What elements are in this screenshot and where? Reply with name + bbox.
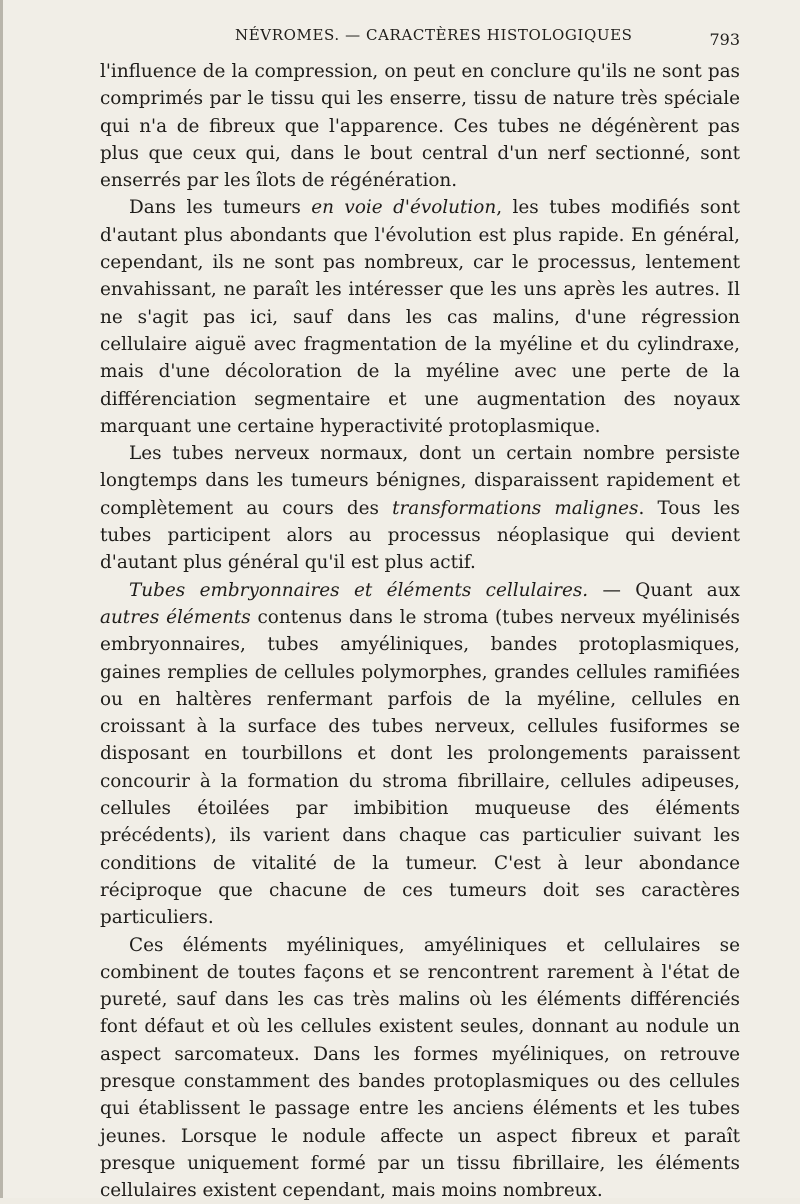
paragraph-4	[100, 577, 740, 932]
paragraph-2	[100, 194, 740, 440]
paragraph-1	[100, 58, 740, 194]
paragraph-2-italic: en voie d'évolution	[311, 197, 496, 218]
paragraph-3-text: Les tubes nerveux normaux, dont un certain nombre persiste longtemps dans les tumeurs bénignes, disparaissent rapidement et complètement au cours des	[100, 443, 740, 519]
paragraph-4-text-cont: contenus dans le stroma (tubes nerveux myélinisés embryonnaires, tubes amyéliniques, bandes protoplasmiques, gaines remplies de cellules polymorphes, grandes cellules ramifiées ou en haltères renfermant parfois de la myéline, cellules en croissant à la surface des tubes nerveux, cellules fusiformes se disposant en tourbillons et dont les prolongements paraissent concourir à la formation du stroma fibrillaire, cellules adipeuses, cellules étoilées par imbibition muqueuse des éléments précédents), ils varient dans chaque cas particulier suivant les conditions de vitalité de la tumeur. C'est à leur abondance réciproque que chacune de ces tumeurs doit ses caractères particuliers.	[100, 607, 740, 928]
running-title: NÉVROMES. — CARACTÈRES HISTOLOGIQUES	[235, 26, 633, 44]
paragraph-3	[100, 440, 740, 576]
paragraph-4-italic: autres éléments	[100, 607, 251, 628]
paragraph-3-italic: transformations malignes	[392, 498, 638, 519]
paragraph-2-text-cont: , les tubes modifiés sont d'autant plus abondants que l'évolution est plus rapide. En général, cependant, ils ne sont pas nombreux, car le processus, lentement envahissant, ne paraît les intéresser que les uns après les autres. Il ne s'agit pas ici, sauf dans les cas malins, d'une régression cellulaire aiguë avec fragmentation de la myéline et du cylindraxe, mais d'une décoloration de la myéline avec une perte de la différenciation segmentaire et une augmentation des noyaux marquant une certaine hyperactivité protoplasmique.	[100, 197, 740, 436]
section-heading: Tubes embryonnaires et éléments cellulaires.	[129, 580, 588, 601]
paragraph-3-text-cont: . Tous les tubes participent alors au processus néoplasique qui devient d'autant plus général qu'il est plus actif.	[100, 498, 740, 574]
paragraph-5-text: Ces éléments myéliniques, amyéliniques et cellulaires se combinent de toutes façons et se rencontrent rarement à l'état de pureté, sauf dans les cas très malins où les éléments différenciés font défaut et où les cellules existent seules, donnant au nodule un aspect sarcomateux. Dans les formes myéliniques, on retrouve presque constamment des bandes protoplasmiques ou des cellules qui établissent le passage entre les anciens éléments et les tubes jeunes. Lorsque le nodule affecte un aspect fibreux et paraît presque uniquement formé par un tissu fibrillaire, les éléments cellulaires existent cependant, mais moins nombreux.	[100, 935, 740, 1202]
paragraph-2-text: Dans les tumeurs	[129, 197, 311, 218]
paragraph-1-text: l'influence de la compression, on peut en conclure qu'ils ne sont pas comprimés par le tissu qui les enserre, tissu de nature très spéciale qui n'a de fibreux que l'apparence. Ces tubes ne dégénèrent pas plus que ceux qui, dans le bout central d'un nerf sectionné, sont enserrés par les îlots de régénération.	[100, 61, 740, 191]
page-header	[100, 26, 740, 50]
page-number: 793	[709, 30, 740, 49]
page-edge	[0, 0, 3, 1198]
paragraph-5	[100, 932, 740, 1204]
body-text	[100, 58, 740, 1204]
paragraph-4-text: — Quant aux	[588, 580, 740, 601]
